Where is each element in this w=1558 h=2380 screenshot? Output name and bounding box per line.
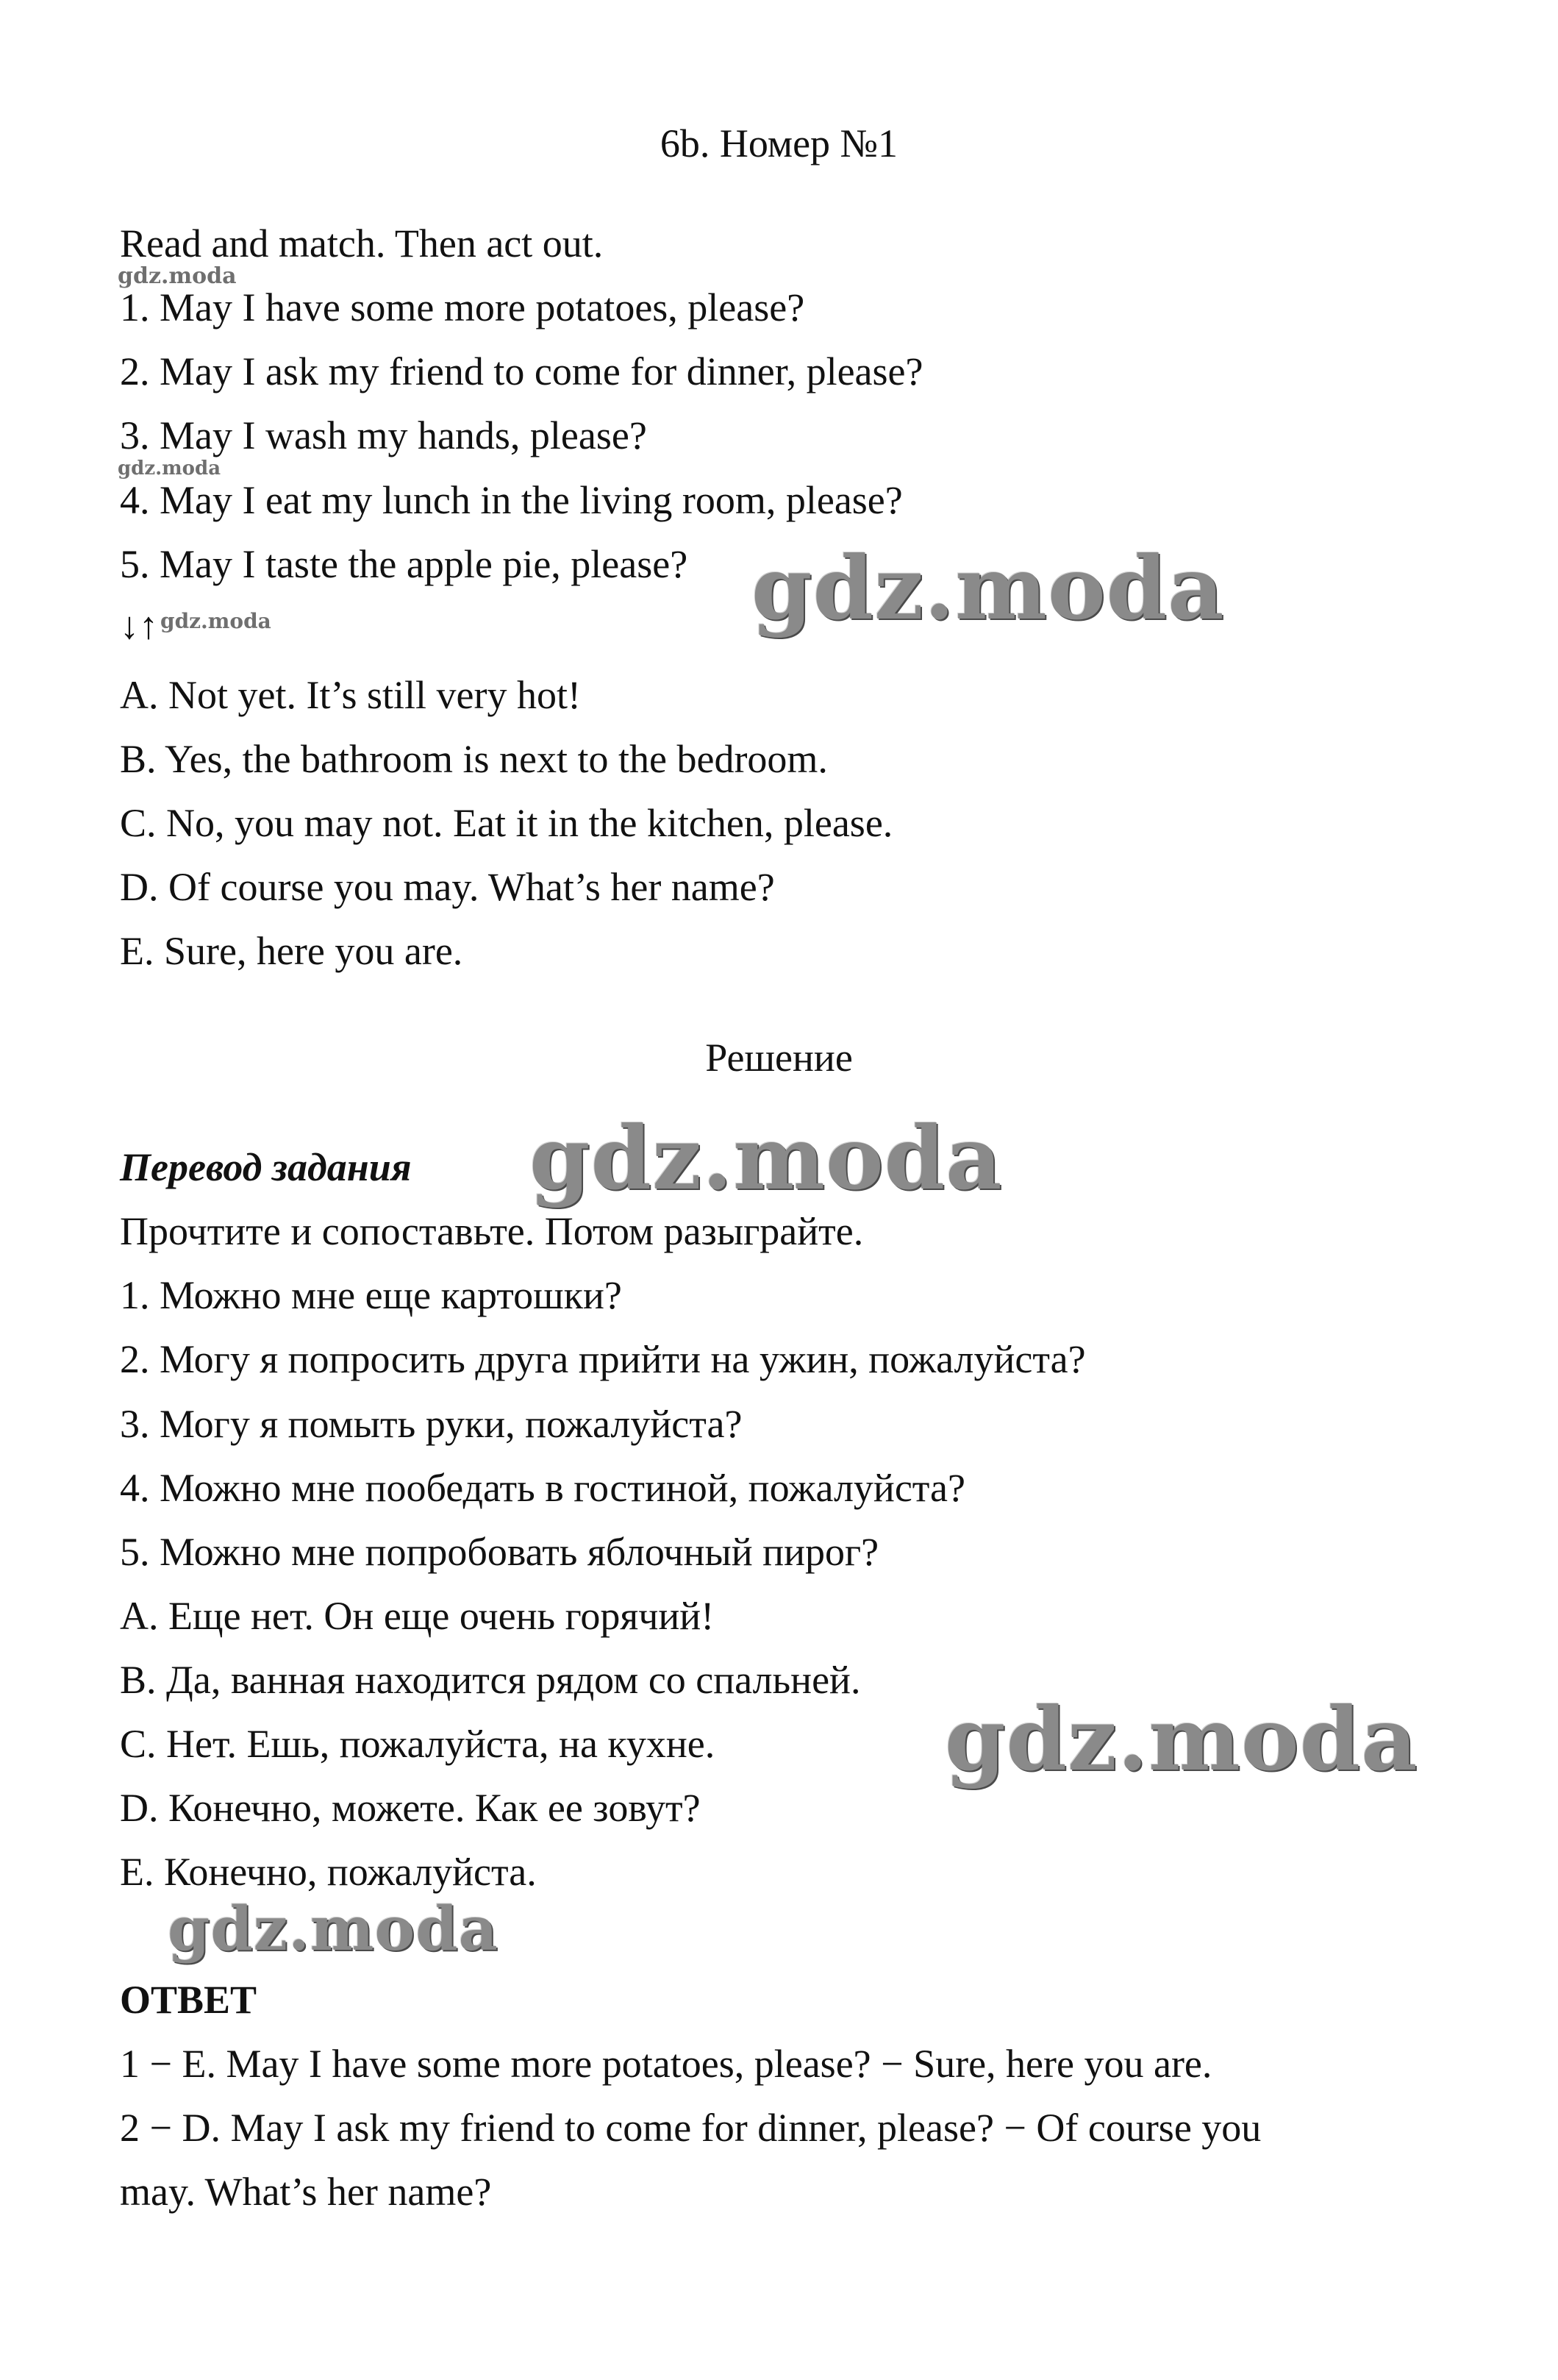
answer-line-3: may. What’s her name? xyxy=(120,2170,492,2214)
translation-question-5: 5. Можно мне попробовать яблочный пирог? xyxy=(120,1530,879,1574)
translation-answer-b: B. Да, ванная находится рядом со спальней. xyxy=(120,1658,861,1702)
question-4: 4. May I eat my lunch in the living room, please? xyxy=(120,478,903,522)
translation-answer-e: E. Конечно, пожалуйста. xyxy=(120,1850,537,1894)
answer-option-a: A. Not yet. It’s still very hot! xyxy=(120,673,581,717)
translation-heading: Перевод задания xyxy=(120,1145,412,1189)
translation-answer-c: C. Нет. Ешь, пожалуйста, на кухне. xyxy=(120,1722,715,1766)
watermark-medium: gdz.moda xyxy=(168,1894,499,1964)
solution-heading: Решение xyxy=(705,1036,853,1080)
answer-option-e: E. Sure, here you are. xyxy=(120,929,463,973)
watermark-small: gdz.moda xyxy=(160,609,271,633)
answer-line-1: 1 − E. May I have some more potatoes, please? − Sure, here you are. xyxy=(120,2042,1212,2086)
answer-heading: ОТВЕТ xyxy=(120,1978,257,2022)
question-5: 5. May I taste the apple pie, please? xyxy=(120,542,688,586)
translation-instruction: Прочтите и сопоставьте. Потом разыграйте. xyxy=(120,1209,864,1253)
translation-question-4: 4. Можно мне пообедать в гостиной, пожалуйста? xyxy=(120,1466,965,1510)
translation-question-2: 2. Могу я попросить друга прийти на ужин, пожалуйста? xyxy=(120,1337,1086,1381)
answer-option-c: C. No, you may not. Eat it in the kitchen, please. xyxy=(120,801,893,845)
watermark-large: gdz.moda xyxy=(529,1107,1003,1209)
watermark-large: gdz.moda xyxy=(751,537,1225,639)
answer-line-2: 2 − D. May I ask my friend to come for dinner, please? − Of course you xyxy=(120,2106,1262,2150)
answer-option-d: D. Of course you may. What’s her name? xyxy=(120,865,775,909)
translation-question-1: 1. Можно мне еще картошки? xyxy=(120,1273,622,1317)
watermark-large: gdz.moda xyxy=(945,1688,1418,1790)
translation-question-3: 3. Могу я помыть руки, пожалуйста? xyxy=(120,1402,743,1446)
answer-option-b: B. Yes, the bathroom is next to the bedroom. xyxy=(120,737,828,781)
question-1: 1. May I have some more potatoes, please? xyxy=(120,285,805,329)
translation-answer-a: A. Еще нет. Он еще очень горячий! xyxy=(120,1594,715,1638)
translation-answer-d: D. Конечно, можете. Как ее зовут? xyxy=(120,1786,701,1830)
watermark-small: gdz.moda xyxy=(118,457,221,480)
match-arrows: ↓↑ xyxy=(120,605,158,647)
page-title: 6b. Номер №1 xyxy=(660,121,898,165)
question-3: 3. May I wash my hands, please? xyxy=(120,413,647,457)
task-instruction: Read and match. Then act out. xyxy=(120,221,604,266)
watermark-small: gdz.moda xyxy=(118,263,237,289)
question-2: 2. May I ask my friend to come for dinner, please? xyxy=(120,349,923,393)
